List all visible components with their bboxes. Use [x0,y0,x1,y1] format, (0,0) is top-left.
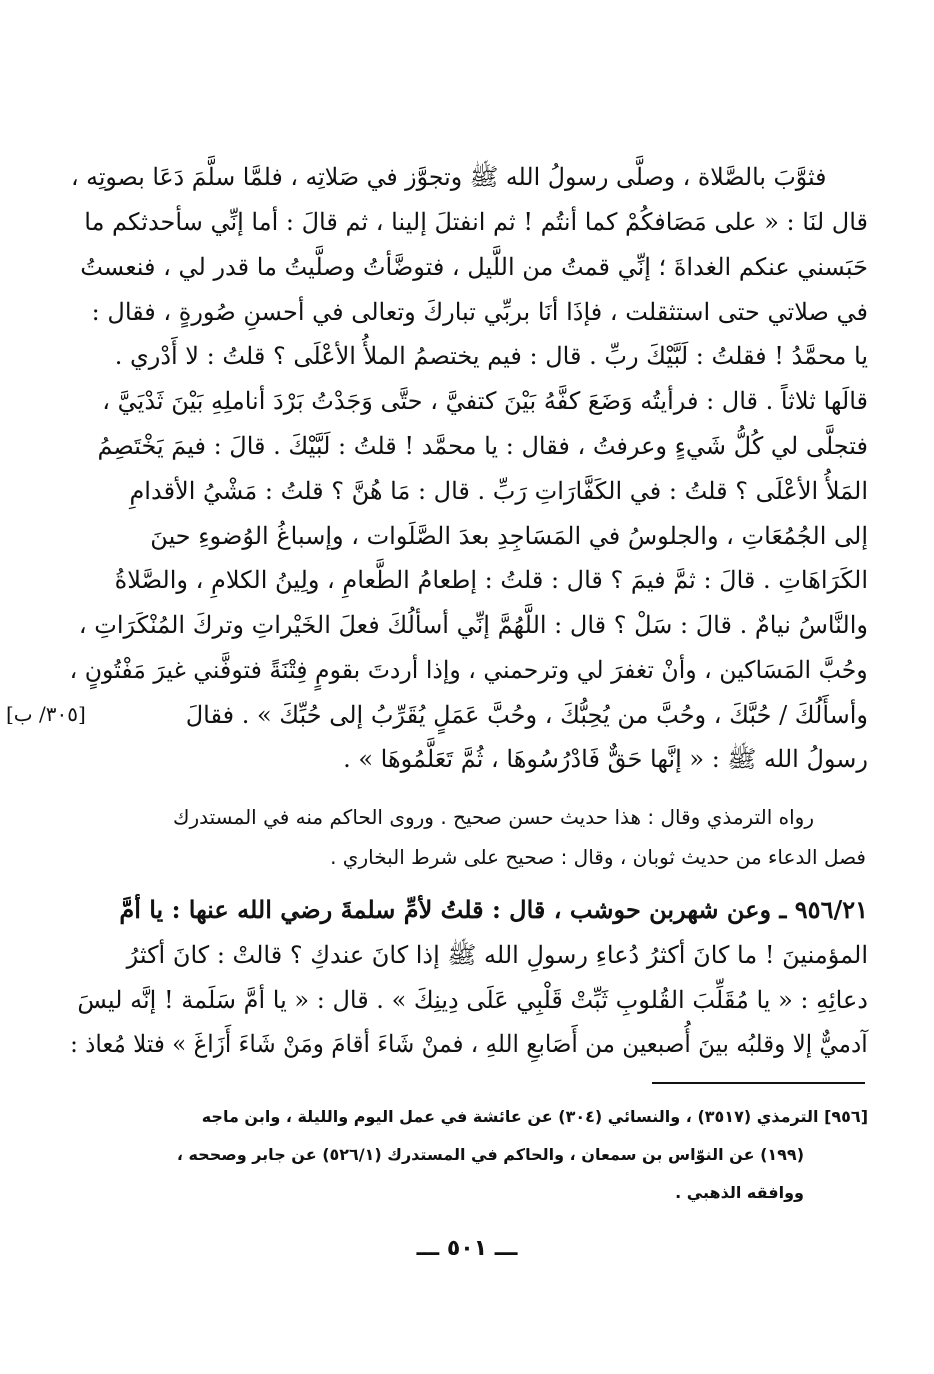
footnote-divider [652,1082,865,1084]
text-line [0,983,934,1017]
text-line [0,519,934,553]
footnote-line [0,1100,934,1134]
text-line [0,250,934,284]
text-line-content: قالَها ثلاثاً . قال : فرأيتُه وَضَعَ كفَّهُ بَيْنَ كتفيَّ ، حتَّى وَجَدْتُ بَرْدَ أناملِهِ بَيْنَ ثَدْيَيَّ ، [102,387,868,415]
text-line [0,474,934,508]
text-line-content: الكَرَاهَاتِ . قالَ : ثمَّ فيمَ ؟ قال : قلتُ : إطعامُ الطَّعامِ ، ولِينُ الكلامِ ، والصَّلاةُ [114,566,868,594]
text-line-content: المؤمنينَ ! ما كانَ أكثرُ دُعاءِ رسولِ الله ﷺ إذا كانَ عندكِ ؟ قالتْ : كانَ أكثرُ [126,941,868,969]
text-line [0,893,934,927]
page-number [0,1232,934,1266]
text-line-content: حَبَسني عنكم الغداةَ ؛ إنِّي قمتُ من اللَّيل ، فتوضَّأتُ وصلَّيتُ ما قدر لي ، فنعستُ [80,253,868,281]
footnote-line-content: ووافقه الذهبي . [675,1183,804,1202]
text-line [0,563,934,597]
text-line-content: وأسأَلُكَ / حُبَّكَ ، وحُبَّ من يُحِبُّكَ ، وحُبَّ عَمَلٍ يُقَرِّبُ إلى حُبِّكَ » . فقالَ [185,701,868,729]
margin-folio-note [6,698,166,730]
text-line-content: فثوَّبَ بالصَّلاة ، وصلَّى رسولُ الله ﷺ وتجوَّز في صَلاتِه ، فلمَّا سلَّمَ دَعَا بصوتِه ، [70,163,826,191]
text-line [0,429,934,463]
text-line-content: المَلأُ الأعْلَى ؟ قلتُ : في الكَفَّارَاتِ رَبِّ . قال : مَا هُنَّ ؟ قلتُ : مَشْيُ الأقدامِ [129,477,868,505]
text-line-content: فتجلَّى لي كُلُّ شَيءٍ وعرفتُ ، فقال : يا محمَّد ! قلتُ : لَبَّيْكَ . قالَ : فيمَ يَخْتَصِمُ [97,432,868,460]
text-line [0,800,934,834]
footnote-line [0,1138,934,1172]
text-line-content: إلى الجُمُعَاتِ ، والجلوسُ في المَسَاجِدِ بعدَ الصَّلَوات ، وإسباغُ الوُضوءِ حينَ [150,522,868,550]
text-line [0,653,934,687]
text-line [0,608,934,642]
text-line-content: دعائِهِ : « يا مُقَلِّبَ القُلوبِ ثَبِّتْ قَلْبِي عَلَى دِينِكَ » . قال : « يا أمَّ سَلَمة ! إنَّه ليسَ [77,986,868,1014]
text-line-content: رواه الترمذي وقال : هذا حديث حسن صحيح . وروى الحاكم منه في المستدرك [172,805,814,829]
text-line-content: والنَّاسُ نيامٌ . قالَ : سَلْ ؟ قال : اللَّهُمَّ إنِّي أسألُكَ فعلَ الخَيْراتِ وتركَ المُنْكَرَاتِ ، [78,611,868,639]
text-line [0,938,934,972]
text-line-content: ٩٥٦/٢١ ـ وعن شهربن حوشب ، قال : قلتُ لأمِّ سلمةَ رضي الله عنها : يا أمَّ [119,895,868,924]
text-line-content: فصل الدعاء من حديث ثوبان ، وقال : صحيح على شرط البخاري . [330,845,866,869]
text-line-content: في صلاتي حتى استثقلت ، فإذَا أنَا بربِّي تباركَ وتعالى في أحسنِ صُورةٍ ، فقال : [91,298,868,326]
text-line-content: وحُبَّ المَسَاكين ، وأنْ تغفرَ لي وترحمني ، وإذا أردتَ بقومٍ فِتْنَةً فتوفَّني غيرَ مَفْتُونٍ ، [69,656,868,684]
margin-folio-text: [٣٠٥/ ب] [6,702,86,726]
footnote-line-content: [٩٥٦] الترمذي (٣٥١٧) ، والنسائي (٣٠٤) عن عائشة في عمل اليوم والليلة ، وابن ماجه [201,1107,868,1126]
text-line-content: آدميٌّ إلا وقلبُه بينَ أُصبعين من أَصَابعِ اللهِ ، فمنْ شَاءَ أقامَ ومَنْ شَاءَ أَزَاغَ » فتلا مُعاذ : [70,1030,868,1058]
text-line [0,205,934,239]
text-line-content: رسولُ الله ﷺ : « إنَّها حَقٌّ فَادْرُسُوهَا ، ثُمَّ تَعَلَّمُوهَا » . [343,745,868,773]
text-line [0,339,934,373]
text-line [0,1027,934,1061]
text-line [0,295,934,329]
page-number-text: ـــ ٥٠١ ـــ [416,1236,518,1261]
text-line-content: يا محمَّدُ ! فقلتُ : لَبَّيْكَ ربِّ . قال : فيم يختصمُ الملأُ الأعْلَى ؟ قلتُ : لا أَدْري . [114,342,868,370]
text-line [0,742,934,776]
footnote-line-content: (١٩٩) عن النوّاس بن سمعان ، والحاكم في المستدرك (٥٢٦/١) عن جابر وصححه ، [176,1145,804,1164]
text-line-content: قال لنَا : « على مَصَافكُمْ كما أنتُم ! ثم انفتلَ إلينا ، ثم قالَ : أما إنِّي سأحدثكم ما [84,208,868,236]
text-line [0,840,934,874]
text-line [0,384,934,418]
text-line [0,160,934,194]
footnote-line [0,1176,934,1210]
